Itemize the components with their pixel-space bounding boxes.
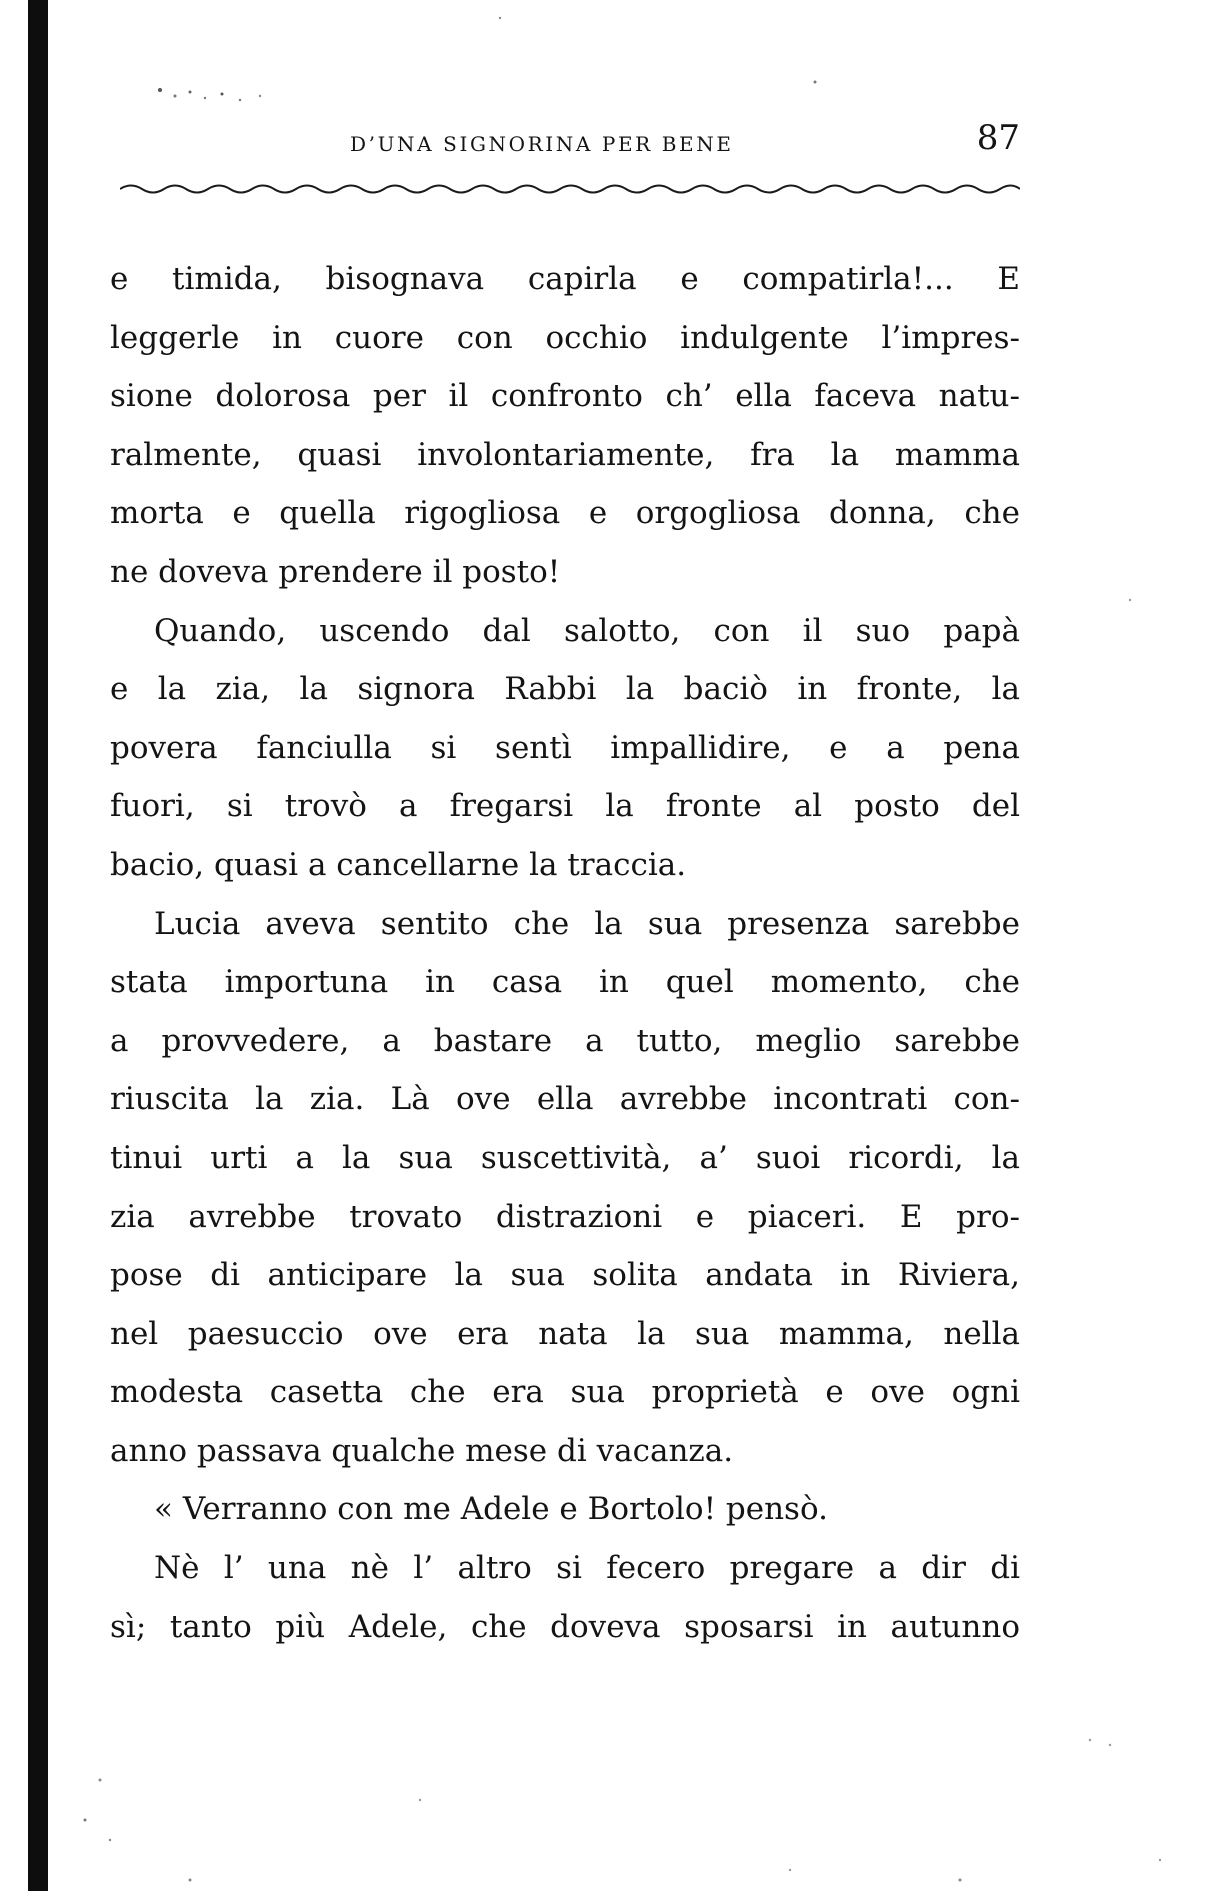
text-line-22: « Verranno con me Adele e Bortolo! pensò. bbox=[154, 1491, 828, 1528]
text-line-11: bacio, quasi a cancellarne la traccia. bbox=[110, 846, 687, 883]
text-line-18: pose di anticipare la sua solita andata in Riviera, bbox=[110, 1257, 1020, 1294]
text-line-1: e timida, bisognava capirla e compatirla!... E bbox=[110, 261, 1020, 297]
text-line-10: fuori, si trovò a fregarsi la fronte al posto del bbox=[110, 788, 1020, 825]
body-text bbox=[110, 250, 1020, 1656]
text-line-16: tinui urti a la sua suscettività, a’ suoi ricordi, la bbox=[110, 1139, 1020, 1176]
text-line-13: stata importuna in casa in quel momento, che bbox=[110, 964, 1020, 1001]
text-line-20: modesta casetta che era sua proprietà e ove ogni bbox=[110, 1374, 1020, 1411]
text-line-5: morta e quella rigogliosa e orgogliosa donna, che bbox=[110, 495, 1020, 532]
page-number: 87 bbox=[976, 118, 1020, 158]
text-line-14: a provvedere, a bastare a tutto, meglio sarebbe bbox=[110, 1022, 1020, 1059]
page-header bbox=[110, 118, 1020, 168]
text-line-15: riuscita la zia. Là ove ella avrebbe incontrati con- bbox=[110, 1081, 1020, 1118]
text-line-17: zia avrebbe trovato distrazioni e piaceri. E pro- bbox=[110, 1198, 1020, 1235]
text-line-3: sione dolorosa per il confronto ch’ ella faceva natu- bbox=[110, 378, 1020, 415]
text-line-4: ralmente, quasi involontariamente, fra la mamma bbox=[110, 436, 1020, 473]
text-line-21: anno passava qualche mese di vacanza. bbox=[110, 1432, 734, 1469]
text-line-6: ne doveva prendere il posto! bbox=[110, 553, 561, 590]
text-line-8: e la zia, la signora Rabbi la baciò in fronte, la bbox=[110, 671, 1020, 708]
text-line-2: leggerle in cuore con occhio indulgente l’impres- bbox=[110, 319, 1020, 356]
text-line-24: sì; tanto più Adele, che doveva sposarsi in autunno bbox=[110, 1608, 1020, 1645]
running-title: D’UNA SIGNORINA PER BENE bbox=[350, 132, 734, 156]
text-line-19: nel paesuccio ove era nata la sua mamma, nella bbox=[110, 1315, 1020, 1352]
text-line-23: Nè l’ una nè l’ altro si fecero pregare a dir di bbox=[154, 1550, 1020, 1587]
text-line-9: povera fanciulla si sentì impallidire, e a pena bbox=[110, 729, 1020, 766]
page-binding-edge bbox=[28, 0, 48, 1891]
text-line-7: Quando, uscendo dal salotto, con il suo papà bbox=[154, 612, 1020, 649]
text-line-12: Lucia aveva sentito che la sua presenza sarebbe bbox=[154, 905, 1020, 942]
decorative-wavy-rule bbox=[120, 182, 1020, 196]
